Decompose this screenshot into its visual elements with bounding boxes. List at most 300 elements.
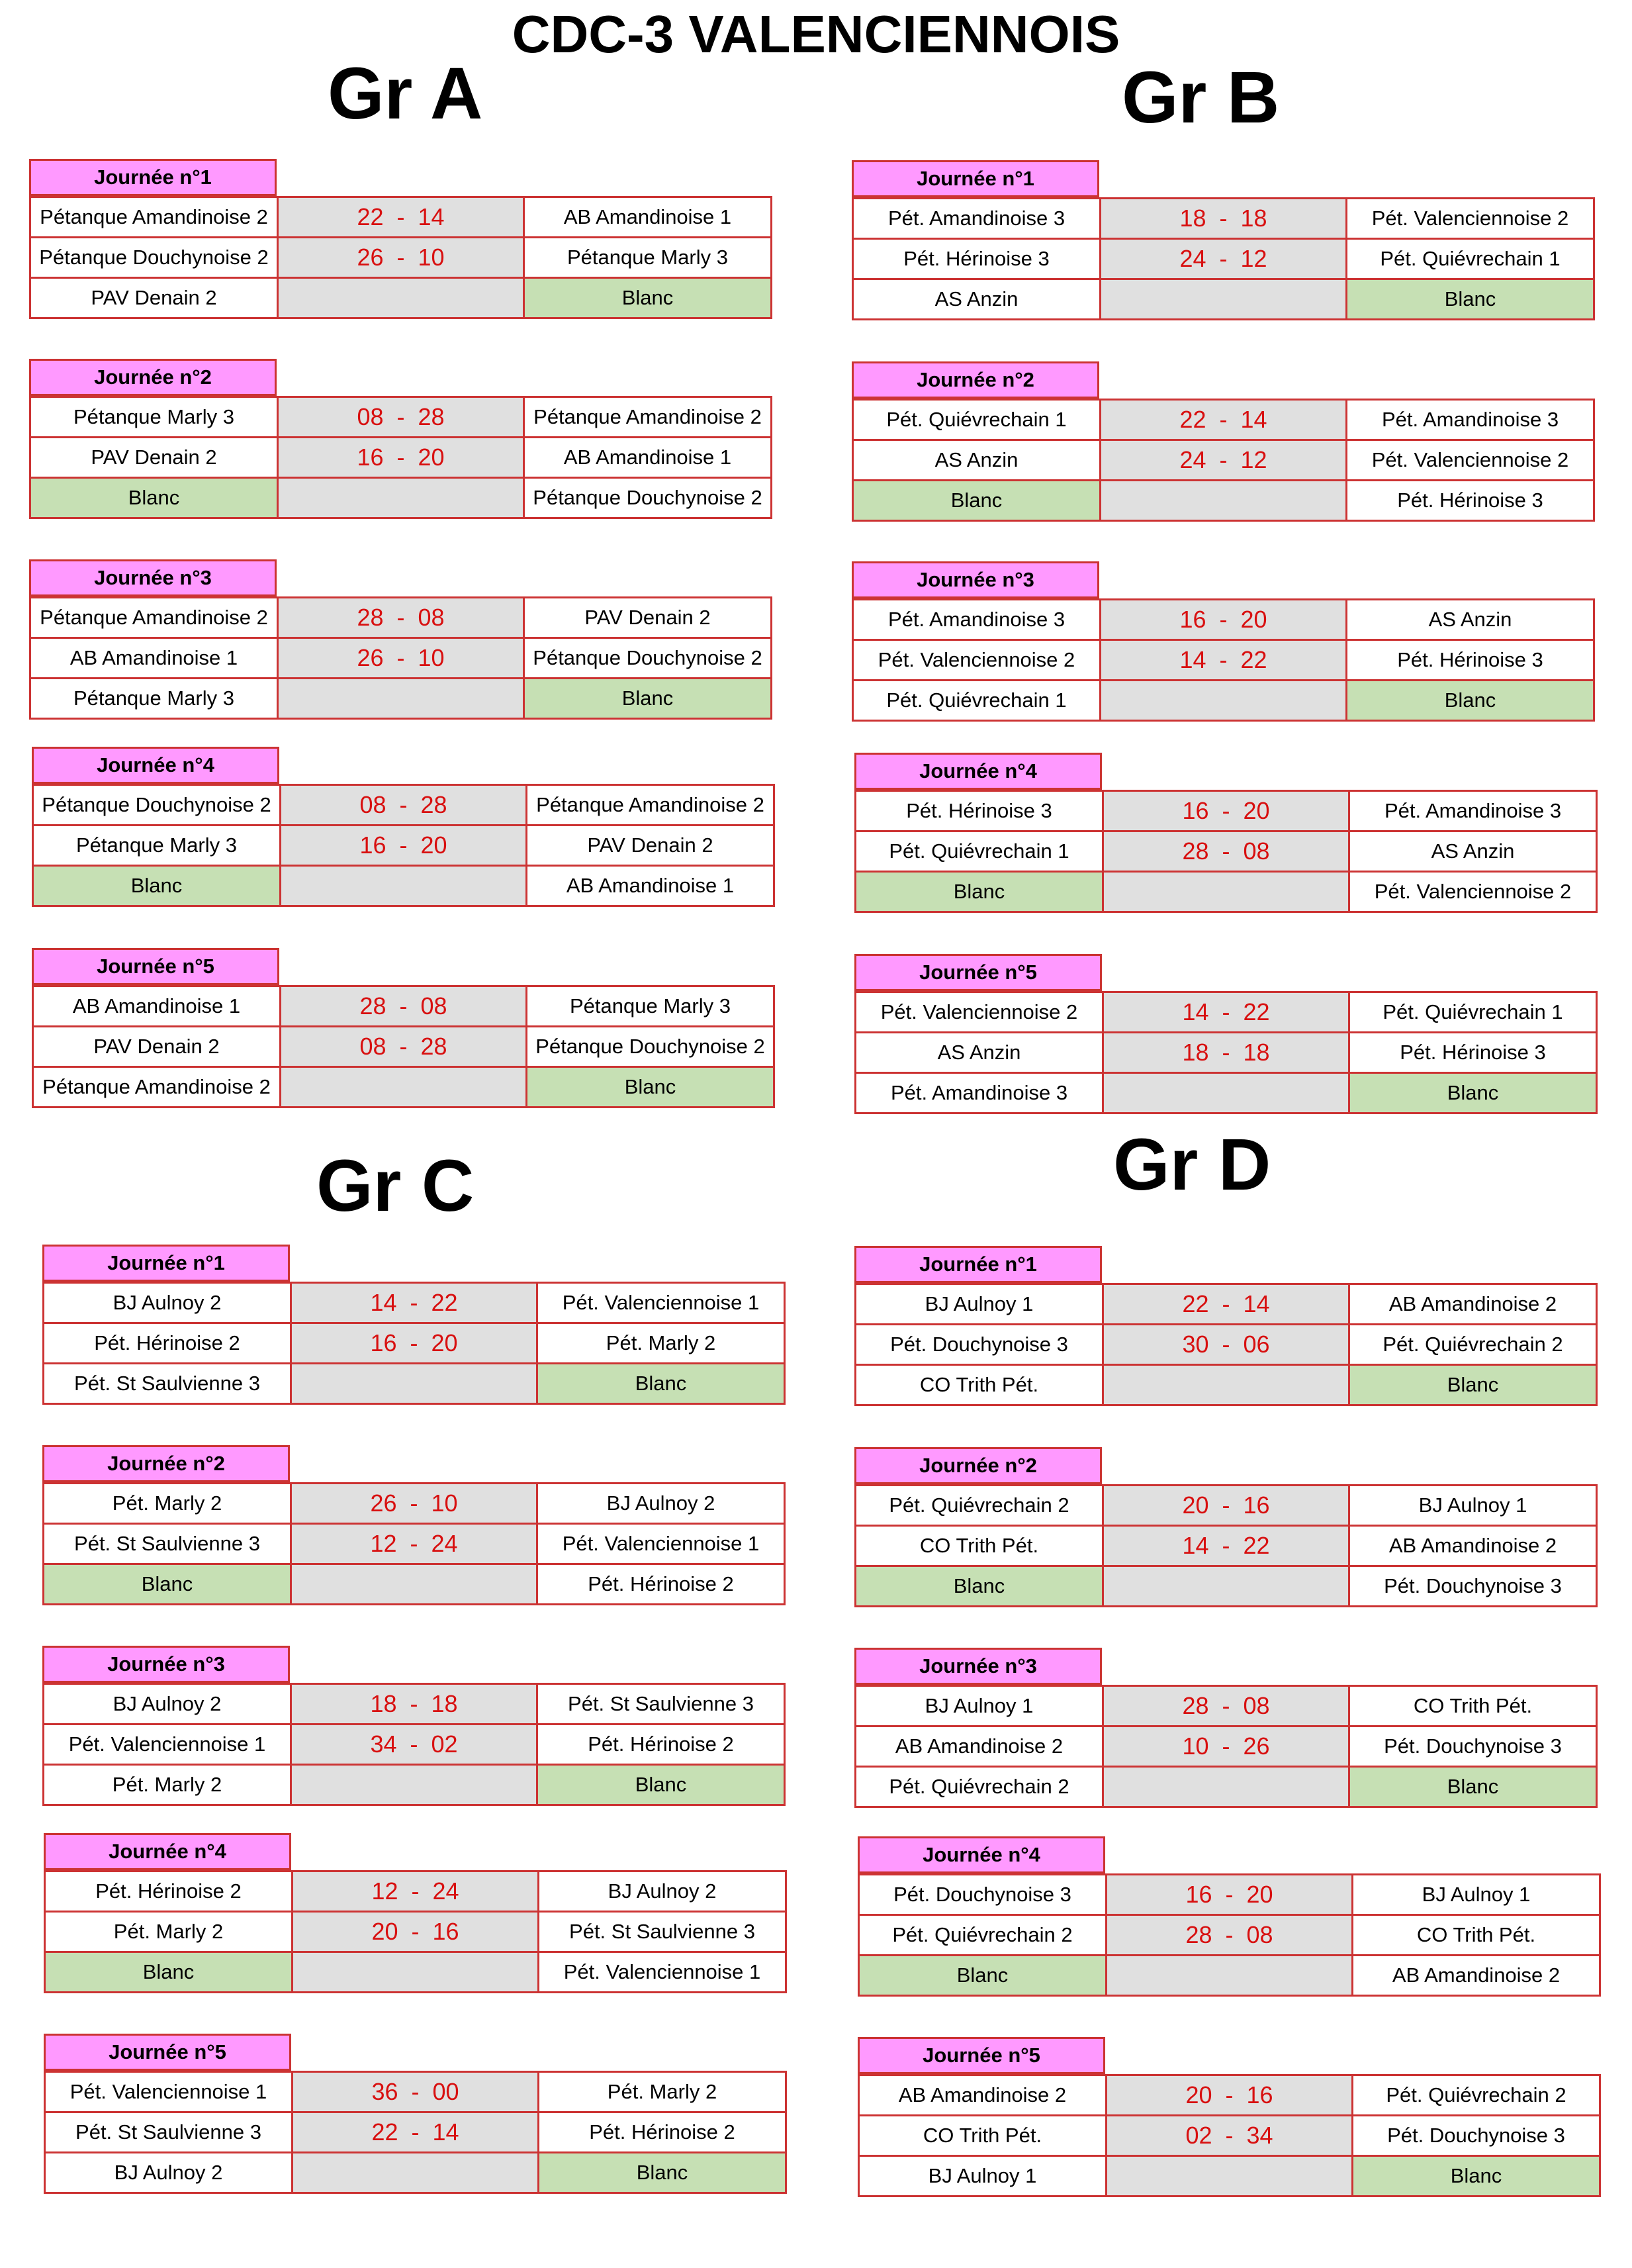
match-table (42, 1482, 786, 1605)
match-row (856, 1033, 1597, 1073)
match-row (856, 992, 1597, 1033)
match-score (1103, 1365, 1349, 1405)
home-team: Pét. Marly 2 (44, 1484, 291, 1524)
match-row (30, 278, 772, 318)
bye-cell: Blanc (537, 1765, 785, 1805)
match-row (856, 1365, 1597, 1405)
match-score: 12 - 24 (291, 1524, 537, 1564)
match-row (856, 1566, 1597, 1607)
journee-header: Journée n°4 (44, 1833, 291, 1870)
match-row (33, 1027, 774, 1067)
journee-block (32, 747, 773, 919)
away-team: Pét. Quiévrechain 1 (1347, 239, 1594, 279)
journee-header: Journée n°5 (854, 954, 1102, 991)
match-row (856, 1486, 1597, 1526)
match-row (853, 481, 1594, 521)
group-title-b: Gr B (1122, 57, 1280, 138)
home-team: Pétanque Douchynoise 2 (33, 785, 281, 826)
journee-block (858, 2037, 1599, 2209)
away-team: Pétanque Douchynoise 2 (527, 1027, 774, 1067)
bye-cell: Blanc (537, 1364, 785, 1404)
home-team: BJ Aulnoy 2 (45, 2153, 293, 2193)
match-row (33, 986, 774, 1027)
home-team: Pét. Douchynoise 3 (856, 1325, 1103, 1365)
match-score: 24 - 12 (1101, 440, 1347, 481)
bye-cell: Blanc (856, 872, 1103, 912)
away-team: Pét. Valenciennoise 2 (1349, 872, 1597, 912)
match-row (30, 438, 772, 478)
away-team: Pét. Hérinoise 2 (537, 1564, 785, 1605)
match-score (1103, 1073, 1349, 1113)
match-row (44, 1364, 785, 1404)
group-title-d: Gr D (1113, 1124, 1271, 1205)
journee-block (42, 1245, 784, 1417)
match-score: 16 - 20 (1107, 1875, 1353, 1915)
match-row (45, 2072, 786, 2112)
match-row (45, 1912, 786, 1952)
match-score: 26 - 10 (278, 638, 524, 679)
home-team: Pét. Valenciennoise 2 (853, 640, 1101, 681)
match-table (42, 1282, 786, 1405)
journee-header: Journée n°1 (852, 160, 1099, 197)
match-row (856, 831, 1597, 872)
match-row (45, 1952, 786, 1993)
match-row (33, 866, 774, 906)
away-team: Pétanque Marly 3 (524, 238, 772, 278)
match-score: 16 - 20 (281, 826, 527, 866)
home-team: PAV Denain 2 (33, 1027, 281, 1067)
away-team: BJ Aulnoy 1 (1353, 1875, 1600, 1915)
bye-cell: Blanc (856, 1566, 1103, 1607)
home-team: AS Anzin (853, 279, 1101, 320)
journee-block (858, 1836, 1599, 2008)
journee-header: Journée n°4 (858, 1836, 1105, 1873)
match-score (278, 278, 524, 318)
journee-header: Journée n°2 (854, 1447, 1102, 1484)
match-row (44, 1484, 785, 1524)
match-score (1103, 1767, 1349, 1807)
home-team: Pét. Hérinoise 2 (45, 1871, 293, 1912)
away-team: Pét. St Saulvienne 3 (537, 1684, 785, 1725)
match-score: 14 - 22 (1101, 640, 1347, 681)
journee-block (854, 1447, 1596, 1619)
home-team: Pét. Hérinoise 3 (856, 791, 1103, 831)
match-score (278, 679, 524, 719)
journee-block (42, 1445, 784, 1617)
home-team: Pét. Quiévrechain 2 (856, 1486, 1103, 1526)
away-team: Pétanque Amandinoise 2 (527, 785, 774, 826)
home-team: Pétanque Amandinoise 2 (30, 598, 278, 638)
match-score: 18 - 18 (1103, 1033, 1349, 1073)
match-score: 36 - 00 (293, 2072, 539, 2112)
journee-block (42, 1646, 784, 1818)
bye-cell: Blanc (524, 679, 772, 719)
journee-block (29, 559, 770, 732)
match-row (45, 2153, 786, 2193)
away-team: Pétanque Douchynoise 2 (524, 638, 772, 679)
match-score: 26 - 10 (278, 238, 524, 278)
match-row (856, 1767, 1597, 1807)
match-score (291, 1564, 537, 1605)
match-row (30, 638, 772, 679)
away-team: Pét. Marly 2 (539, 2072, 786, 2112)
match-score (1101, 481, 1347, 521)
bye-cell: Blanc (45, 1952, 293, 1993)
match-table (29, 396, 772, 519)
match-score (1103, 872, 1349, 912)
away-team: CO Trith Pét. (1353, 1915, 1600, 1956)
journee-header: Journée n°4 (854, 753, 1102, 790)
match-row (859, 1915, 1600, 1956)
away-team: Pét. Hérinoise 2 (539, 2112, 786, 2153)
home-team: Pétanque Amandinoise 2 (30, 197, 278, 238)
match-score: 14 - 22 (1103, 1526, 1349, 1566)
home-team: CO Trith Pét. (856, 1365, 1103, 1405)
away-team: Pét. Douchynoise 3 (1353, 2116, 1600, 2156)
group-title-a: Gr A (328, 53, 483, 134)
match-row (45, 2112, 786, 2153)
bye-cell: Blanc (44, 1564, 291, 1605)
group-title-c: Gr C (316, 1145, 475, 1227)
match-table (44, 2071, 787, 2194)
journee-block (854, 1246, 1596, 1418)
home-team: Pét. Marly 2 (44, 1765, 291, 1805)
match-score: 08 - 28 (278, 397, 524, 438)
journee-header: Journée n°3 (29, 559, 277, 596)
home-team: AB Amandinoise 1 (33, 986, 281, 1027)
journee-block (852, 361, 1593, 534)
match-row (853, 640, 1594, 681)
match-row (44, 1725, 785, 1765)
match-table (854, 790, 1598, 913)
away-team: PAV Denain 2 (524, 598, 772, 638)
journee-block (852, 561, 1593, 733)
bye-cell: Blanc (1349, 1073, 1597, 1113)
home-team: Pét. Quiévrechain 1 (853, 400, 1101, 440)
match-row (30, 397, 772, 438)
home-team: BJ Aulnoy 2 (44, 1684, 291, 1725)
bye-cell: Blanc (30, 478, 278, 518)
match-row (30, 598, 772, 638)
away-team: BJ Aulnoy 1 (1349, 1486, 1597, 1526)
home-team: Pét. Quiévrechain 2 (856, 1767, 1103, 1807)
away-team: AB Amandinoise 2 (1353, 1956, 1600, 1996)
match-score (1101, 681, 1347, 721)
match-score: 28 - 08 (1103, 1686, 1349, 1726)
away-team: AB Amandinoise 1 (527, 866, 774, 906)
away-team: Pét. Hérinoise 3 (1349, 1033, 1597, 1073)
match-row (33, 1067, 774, 1108)
match-table (852, 399, 1595, 522)
match-score (281, 1067, 527, 1108)
journee-block (854, 753, 1596, 925)
away-team: Pét. Valenciennoise 1 (537, 1283, 785, 1323)
away-team: Pét. Douchynoise 3 (1349, 1566, 1597, 1607)
match-row (44, 1765, 785, 1805)
match-row (33, 785, 774, 826)
match-score: 22 - 14 (278, 197, 524, 238)
match-row (856, 1726, 1597, 1767)
journee-header: Journée n°1 (854, 1246, 1102, 1283)
journee-header: Journée n°1 (42, 1245, 290, 1282)
away-team: PAV Denain 2 (527, 826, 774, 866)
match-row (44, 1524, 785, 1564)
away-team: Pétanque Douchynoise 2 (524, 478, 772, 518)
match-row (45, 1871, 786, 1912)
match-row (856, 1526, 1597, 1566)
away-team: Pét. Quiévrechain 2 (1349, 1325, 1597, 1365)
home-team: AS Anzin (856, 1033, 1103, 1073)
away-team: Pét. Quiévrechain 2 (1353, 2075, 1600, 2116)
home-team: CO Trith Pét. (859, 2116, 1107, 2156)
match-table (29, 196, 772, 319)
match-score: 16 - 20 (1103, 791, 1349, 831)
home-team: Pét. Hérinoise 2 (44, 1323, 291, 1364)
match-row (856, 1284, 1597, 1325)
match-score: 16 - 20 (278, 438, 524, 478)
away-team: Pét. Douchynoise 3 (1349, 1726, 1597, 1767)
journee-block (852, 160, 1593, 332)
match-row (30, 478, 772, 518)
match-table (29, 596, 772, 720)
match-score (291, 1765, 537, 1805)
match-score (291, 1364, 537, 1404)
journee-block (44, 2034, 785, 2206)
match-score (1101, 279, 1347, 320)
home-team: Pét. Hérinoise 3 (853, 239, 1101, 279)
bye-cell: Blanc (1353, 2156, 1600, 2197)
journee-header: Journée n°5 (44, 2034, 291, 2071)
bye-cell: Blanc (33, 866, 281, 906)
match-score: 02 - 34 (1107, 2116, 1353, 2156)
journee-block (854, 1648, 1596, 1820)
match-score: 12 - 24 (293, 1871, 539, 1912)
match-row (44, 1564, 785, 1605)
home-team: AB Amandinoise 2 (859, 2075, 1107, 2116)
journee-block (29, 159, 770, 331)
match-table (854, 1685, 1598, 1808)
match-row (853, 681, 1594, 721)
match-score: 16 - 20 (1101, 600, 1347, 640)
match-score: 30 - 06 (1103, 1325, 1349, 1365)
bye-cell: Blanc (1349, 1365, 1597, 1405)
match-row (856, 1325, 1597, 1365)
match-score: 28 - 08 (278, 598, 524, 638)
match-score: 08 - 28 (281, 785, 527, 826)
home-team: Pét. St Saulvienne 3 (44, 1524, 291, 1564)
match-table (852, 598, 1595, 722)
home-team: Pét. Douchynoise 3 (859, 1875, 1107, 1915)
away-team: BJ Aulnoy 2 (539, 1871, 786, 1912)
match-row (853, 199, 1594, 239)
match-table (32, 985, 775, 1108)
match-score: 26 - 10 (291, 1484, 537, 1524)
match-score (293, 2153, 539, 2193)
match-score (293, 1952, 539, 1993)
home-team: CO Trith Pét. (856, 1526, 1103, 1566)
home-team: Pétanque Marly 3 (30, 679, 278, 719)
home-team: Pét. St Saulvienne 3 (45, 2112, 293, 2153)
match-row (856, 1686, 1597, 1726)
match-row (33, 826, 774, 866)
home-team: Pét. Quiévrechain 1 (853, 681, 1101, 721)
home-team: BJ Aulnoy 1 (856, 1284, 1103, 1325)
match-row (859, 2075, 1600, 2116)
home-team: AB Amandinoise 2 (856, 1726, 1103, 1767)
bye-cell: Blanc (1347, 279, 1594, 320)
away-team: Pétanque Marly 3 (527, 986, 774, 1027)
match-row (856, 791, 1597, 831)
match-row (853, 239, 1594, 279)
match-score (278, 478, 524, 518)
away-team: Pét. Amandinoise 3 (1347, 400, 1594, 440)
match-table (32, 784, 775, 907)
match-row (853, 600, 1594, 640)
bye-cell: Blanc (527, 1067, 774, 1108)
bye-cell: Blanc (853, 481, 1101, 521)
away-team: Pét. Valenciennoise 1 (537, 1524, 785, 1564)
bye-cell: Blanc (859, 1956, 1107, 1996)
home-team: Pét. Valenciennoise 1 (45, 2072, 293, 2112)
journee-header: Journée n°5 (858, 2037, 1105, 2074)
home-team: PAV Denain 2 (30, 438, 278, 478)
match-table (854, 991, 1598, 1114)
match-score: 20 - 16 (293, 1912, 539, 1952)
journee-block (32, 948, 773, 1120)
match-score: 22 - 14 (1101, 400, 1347, 440)
away-team: Pét. Amandinoise 3 (1349, 791, 1597, 831)
match-score (1103, 1566, 1349, 1607)
away-team: Pét. Hérinoise 3 (1347, 640, 1594, 681)
journee-header: Journée n°2 (852, 361, 1099, 399)
home-team: PAV Denain 2 (30, 278, 278, 318)
match-score: 14 - 22 (1103, 992, 1349, 1033)
match-score: 20 - 16 (1103, 1486, 1349, 1526)
journee-header: Journée n°2 (42, 1445, 290, 1482)
match-row (30, 197, 772, 238)
match-table (854, 1484, 1598, 1607)
home-team: AS Anzin (853, 440, 1101, 481)
away-team: AS Anzin (1349, 831, 1597, 872)
match-score: 16 - 20 (291, 1323, 537, 1364)
away-team: Pét. Hérinoise 3 (1347, 481, 1594, 521)
match-score: 10 - 26 (1103, 1726, 1349, 1767)
match-row (44, 1283, 785, 1323)
journee-header: Journée n°4 (32, 747, 279, 784)
away-team: BJ Aulnoy 2 (537, 1484, 785, 1524)
home-team: Pét. St Saulvienne 3 (44, 1364, 291, 1404)
journee-block (44, 1833, 785, 2005)
match-row (856, 872, 1597, 912)
bye-cell: Blanc (539, 2153, 786, 2193)
home-team: BJ Aulnoy 2 (44, 1283, 291, 1323)
journee-header: Journée n°5 (32, 948, 279, 985)
home-team: Pét. Marly 2 (45, 1912, 293, 1952)
match-score (1107, 2156, 1353, 2197)
home-team: AB Amandinoise 1 (30, 638, 278, 679)
away-team: Pét. Valenciennoise 1 (539, 1952, 786, 1993)
journee-header: Journée n°3 (854, 1648, 1102, 1685)
home-team: Pétanque Marly 3 (33, 826, 281, 866)
match-score: 08 - 28 (281, 1027, 527, 1067)
journee-header: Journée n°1 (29, 159, 277, 196)
match-score: 22 - 14 (293, 2112, 539, 2153)
match-score: 20 - 16 (1107, 2075, 1353, 2116)
journee-header: Journée n°3 (42, 1646, 290, 1683)
home-team: Pét. Amandinoise 3 (856, 1073, 1103, 1113)
journee-header: Journée n°2 (29, 359, 277, 396)
journee-block (854, 954, 1596, 1126)
match-row (44, 1323, 785, 1364)
match-score: 28 - 08 (281, 986, 527, 1027)
home-team: Pétanque Douchynoise 2 (30, 238, 278, 278)
away-team: AS Anzin (1347, 600, 1594, 640)
home-team: Pét. Amandinoise 3 (853, 600, 1101, 640)
match-table (852, 197, 1595, 320)
match-row (44, 1684, 785, 1725)
match-row (859, 2156, 1600, 2197)
page-title: CDC-3 VALENCIENNOIS (512, 5, 1120, 64)
home-team: BJ Aulnoy 1 (859, 2156, 1107, 2197)
match-table (858, 2074, 1601, 2197)
bye-cell: Blanc (1349, 1767, 1597, 1807)
home-team: Pétanque Marly 3 (30, 397, 278, 438)
match-row (853, 440, 1594, 481)
bye-cell: Blanc (1347, 681, 1594, 721)
match-table (854, 1283, 1598, 1406)
match-score (1107, 1956, 1353, 1996)
match-score: 28 - 08 (1103, 831, 1349, 872)
match-score: 34 - 02 (291, 1725, 537, 1765)
match-score: 28 - 08 (1107, 1915, 1353, 1956)
bye-cell: Blanc (524, 278, 772, 318)
away-team: AB Amandinoise 1 (524, 438, 772, 478)
match-score: 18 - 18 (291, 1684, 537, 1725)
away-team: Pét. Valenciennoise 2 (1347, 440, 1594, 481)
match-score: 24 - 12 (1101, 239, 1347, 279)
journee-header: Journée n°3 (852, 561, 1099, 598)
away-team: AB Amandinoise 2 (1349, 1284, 1597, 1325)
home-team: Pét. Quiévrechain 2 (859, 1915, 1107, 1956)
away-team: Pét. Valenciennoise 2 (1347, 199, 1594, 239)
away-team: AB Amandinoise 2 (1349, 1526, 1597, 1566)
journee-block (29, 359, 770, 531)
away-team: Pét. Hérinoise 2 (537, 1725, 785, 1765)
home-team: Pét. Valenciennoise 1 (44, 1725, 291, 1765)
match-row (859, 1875, 1600, 1915)
match-row (856, 1073, 1597, 1113)
away-team: AB Amandinoise 1 (524, 197, 772, 238)
home-team: Pétanque Amandinoise 2 (33, 1067, 281, 1108)
match-row (30, 238, 772, 278)
away-team: CO Trith Pét. (1349, 1686, 1597, 1726)
home-team: BJ Aulnoy 1 (856, 1686, 1103, 1726)
match-score: 18 - 18 (1101, 199, 1347, 239)
home-team: Pét. Quiévrechain 1 (856, 831, 1103, 872)
home-team: Pét. Amandinoise 3 (853, 199, 1101, 239)
match-row (853, 400, 1594, 440)
away-team: Pét. St Saulvienne 3 (539, 1912, 786, 1952)
away-team: Pétanque Amandinoise 2 (524, 397, 772, 438)
home-team: Pét. Valenciennoise 2 (856, 992, 1103, 1033)
match-score (281, 866, 527, 906)
away-team: Pét. Quiévrechain 1 (1349, 992, 1597, 1033)
match-row (859, 2116, 1600, 2156)
match-score: 14 - 22 (291, 1283, 537, 1323)
match-table (44, 1870, 787, 1993)
match-row (30, 679, 772, 719)
away-team: Pét. Marly 2 (537, 1323, 785, 1364)
